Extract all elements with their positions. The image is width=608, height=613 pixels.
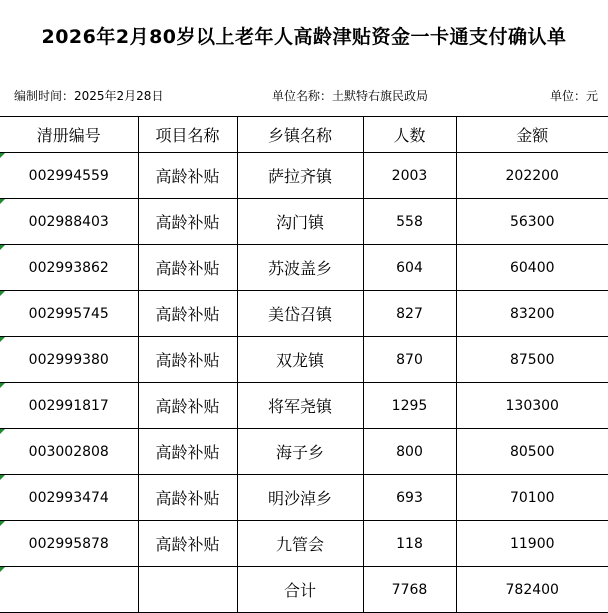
cell-town[interactable]: 双龙镇 xyxy=(237,337,363,383)
cell-id[interactable] xyxy=(0,383,138,429)
cell-id[interactable] xyxy=(0,429,138,475)
table-row xyxy=(0,153,608,199)
cell-project[interactable]: 高龄补贴 xyxy=(138,245,237,291)
cell-marker xyxy=(0,429,5,434)
cell-project[interactable]: 高龄补贴 xyxy=(138,291,237,337)
cell-count[interactable]: 2003 xyxy=(363,153,456,199)
cell-amount[interactable]: 70100 xyxy=(456,475,608,521)
cell-marker xyxy=(0,245,5,250)
cell-id-text: 003002808 xyxy=(28,443,109,460)
cell-marker xyxy=(0,153,5,158)
cell-empty[interactable] xyxy=(138,567,237,613)
table-row xyxy=(0,245,608,291)
table-row xyxy=(0,521,608,567)
unit-name: 单位名称：土默特右旗民政局 xyxy=(272,89,429,103)
cell-marker xyxy=(0,475,5,480)
total-amount[interactable]: 782400 xyxy=(456,567,608,613)
header-count: 人数 xyxy=(363,117,456,153)
cell-amount[interactable]: 202200 xyxy=(456,153,608,199)
cell-marker xyxy=(0,521,5,526)
cell-town[interactable]: 明沙淖乡 xyxy=(237,475,363,521)
cell-marker xyxy=(0,337,5,342)
cell-id-text: 002988403 xyxy=(28,213,109,230)
table-row xyxy=(0,475,608,521)
cell-town[interactable]: 沟门镇 xyxy=(237,199,363,245)
cell-count[interactable]: 800 xyxy=(363,429,456,475)
cell-id-text: 002995878 xyxy=(28,535,109,552)
cell-count[interactable]: 558 xyxy=(363,199,456,245)
cell-amount[interactable]: 83200 xyxy=(456,291,608,337)
cell-empty[interactable] xyxy=(0,567,138,613)
table-row xyxy=(0,337,608,383)
payment-table xyxy=(0,116,608,613)
cell-town[interactable]: 九管会 xyxy=(237,521,363,567)
header-project: 项目名称 xyxy=(138,117,237,153)
cell-id-text: 002993862 xyxy=(28,259,109,276)
cell-id[interactable] xyxy=(0,521,138,567)
cell-amount[interactable]: 87500 xyxy=(456,337,608,383)
cell-town[interactable]: 苏波盖乡 xyxy=(237,245,363,291)
cell-amount[interactable]: 11900 xyxy=(456,521,608,567)
header-row xyxy=(0,117,608,153)
total-row xyxy=(0,567,608,613)
prepared-time: 编制时间：2025年2月28日 xyxy=(14,89,164,103)
cell-count[interactable]: 693 xyxy=(363,475,456,521)
cell-town[interactable]: 海子乡 xyxy=(237,429,363,475)
cell-project[interactable]: 高龄补贴 xyxy=(138,337,237,383)
cell-amount[interactable]: 60400 xyxy=(456,245,608,291)
cell-project[interactable]: 高龄补贴 xyxy=(138,153,237,199)
header-amount: 金额 xyxy=(456,117,608,153)
cell-project[interactable]: 高龄补贴 xyxy=(138,475,237,521)
cell-count[interactable]: 1295 xyxy=(363,383,456,429)
cell-project[interactable]: 高龄补贴 xyxy=(138,429,237,475)
cell-town[interactable]: 萨拉齐镇 xyxy=(237,153,363,199)
cell-amount[interactable]: 80500 xyxy=(456,429,608,475)
cell-id[interactable] xyxy=(0,337,138,383)
cell-id[interactable] xyxy=(0,199,138,245)
cell-count[interactable]: 827 xyxy=(363,291,456,337)
total-label[interactable]: 合计 xyxy=(237,567,363,613)
cell-id[interactable] xyxy=(0,245,138,291)
cell-project[interactable]: 高龄补贴 xyxy=(138,521,237,567)
cell-marker xyxy=(0,383,5,388)
cell-count[interactable]: 604 xyxy=(363,245,456,291)
cell-project[interactable]: 高龄补贴 xyxy=(138,383,237,429)
cell-id-text: 002995745 xyxy=(28,305,109,322)
cell-amount[interactable]: 56300 xyxy=(456,199,608,245)
cell-id[interactable] xyxy=(0,291,138,337)
cell-id-text: 002993474 xyxy=(28,489,109,506)
cell-id-text: 002991817 xyxy=(28,397,109,414)
cell-marker xyxy=(0,567,5,572)
cell-amount[interactable]: 130300 xyxy=(456,383,608,429)
cell-marker xyxy=(0,291,5,296)
cell-id-text: 002994559 xyxy=(28,167,109,184)
total-count[interactable]: 7768 xyxy=(363,567,456,613)
table-row xyxy=(0,199,608,245)
table-row xyxy=(0,291,608,337)
cell-id[interactable] xyxy=(0,153,138,199)
cell-project[interactable]: 高龄补贴 xyxy=(138,199,237,245)
cell-marker xyxy=(0,199,5,204)
currency-unit: 单位：元 xyxy=(549,89,598,103)
cell-id-text: 002999380 xyxy=(28,351,109,368)
cell-town[interactable]: 美岱召镇 xyxy=(237,291,363,337)
cell-count[interactable]: 870 xyxy=(363,337,456,383)
document-title: 2026年2月80岁以上老年人高龄津贴资金一卡通支付确认单 xyxy=(41,26,567,48)
cell-count[interactable]: 118 xyxy=(363,521,456,567)
table-row xyxy=(0,429,608,475)
header-id: 清册编号 xyxy=(0,117,138,153)
header-town: 乡镇名称 xyxy=(237,117,363,153)
cell-id[interactable] xyxy=(0,475,138,521)
table-row xyxy=(0,383,608,429)
cell-town[interactable]: 将军尧镇 xyxy=(237,383,363,429)
